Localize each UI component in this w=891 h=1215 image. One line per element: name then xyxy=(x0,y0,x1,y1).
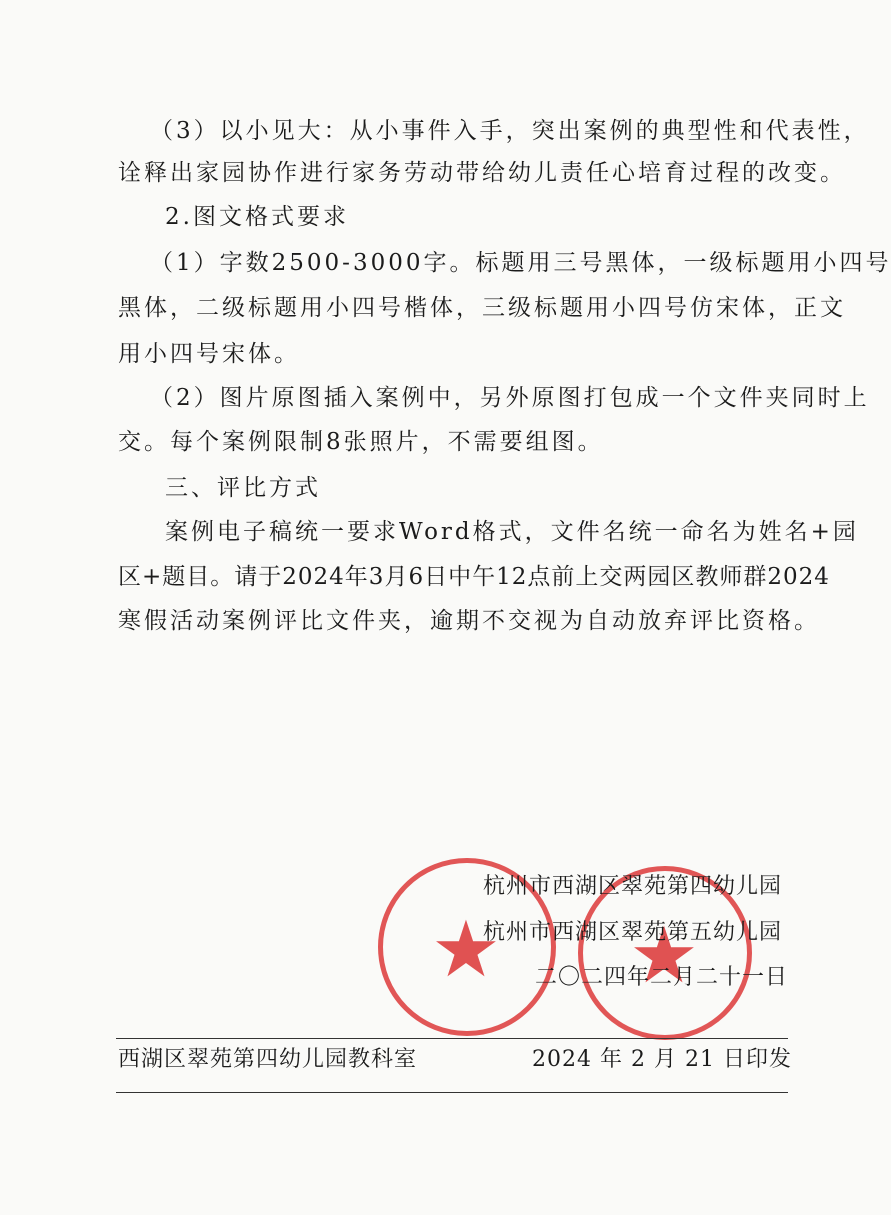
footer-top-rule xyxy=(116,1038,788,1039)
para3-line1: 案例电子稿统一要求Word格式，文件名统一命名为姓名+园 xyxy=(165,519,859,545)
seal-star-icon: ★ xyxy=(431,905,501,995)
footer-bottom-rule xyxy=(116,1092,788,1093)
signature-org1: 杭州市西湖区翠苑第四幼儿园 xyxy=(483,874,783,899)
item1-line2: 黑体，二级标题用小四号楷体，三级标题用小四号仿宋体，正文 xyxy=(118,295,846,321)
footer-issue-date: 2024 年 2 月 21 日印发 xyxy=(532,1047,792,1072)
item3-line2: 诠释出家园协作进行家务劳动带给幼儿责任心培育过程的改变。 xyxy=(118,160,846,186)
para3-line3: 寒假活动案例评比文件夹，逾期不交视为自动放弃评比资格。 xyxy=(118,608,820,634)
para3-line2: 区+题目。请于2024年3月6日中午12点前上交两园区教师群2024 xyxy=(118,564,830,590)
item2-line1: （2）图片原图插入案例中，另外原图打包成一个文件夹同时上 xyxy=(150,385,870,411)
item3-line1: （3）以小见大：从小事件入手，突出案例的典型性和代表性， xyxy=(150,118,870,144)
section2-heading: 2.图文格式要求 xyxy=(165,204,349,230)
signature-date: 二〇二四年二月二十一日 xyxy=(535,965,789,990)
section3-heading: 三、评比方式 xyxy=(165,475,321,501)
item1-line1: （1）字数2500-3000字。标题用三号黑体，一级标题用小四号 xyxy=(150,250,891,276)
seal-star-icon: ★ xyxy=(629,911,699,1001)
footer-issuer: 西湖区翠苑第四幼儿园教科室 xyxy=(118,1047,418,1072)
item1-line3: 用小四号宋体。 xyxy=(118,341,300,367)
item2-line2: 交。每个案例限制8张照片，不需要组图。 xyxy=(118,429,604,455)
signature-org2: 杭州市西湖区翠苑第五幼儿园 xyxy=(483,920,783,945)
